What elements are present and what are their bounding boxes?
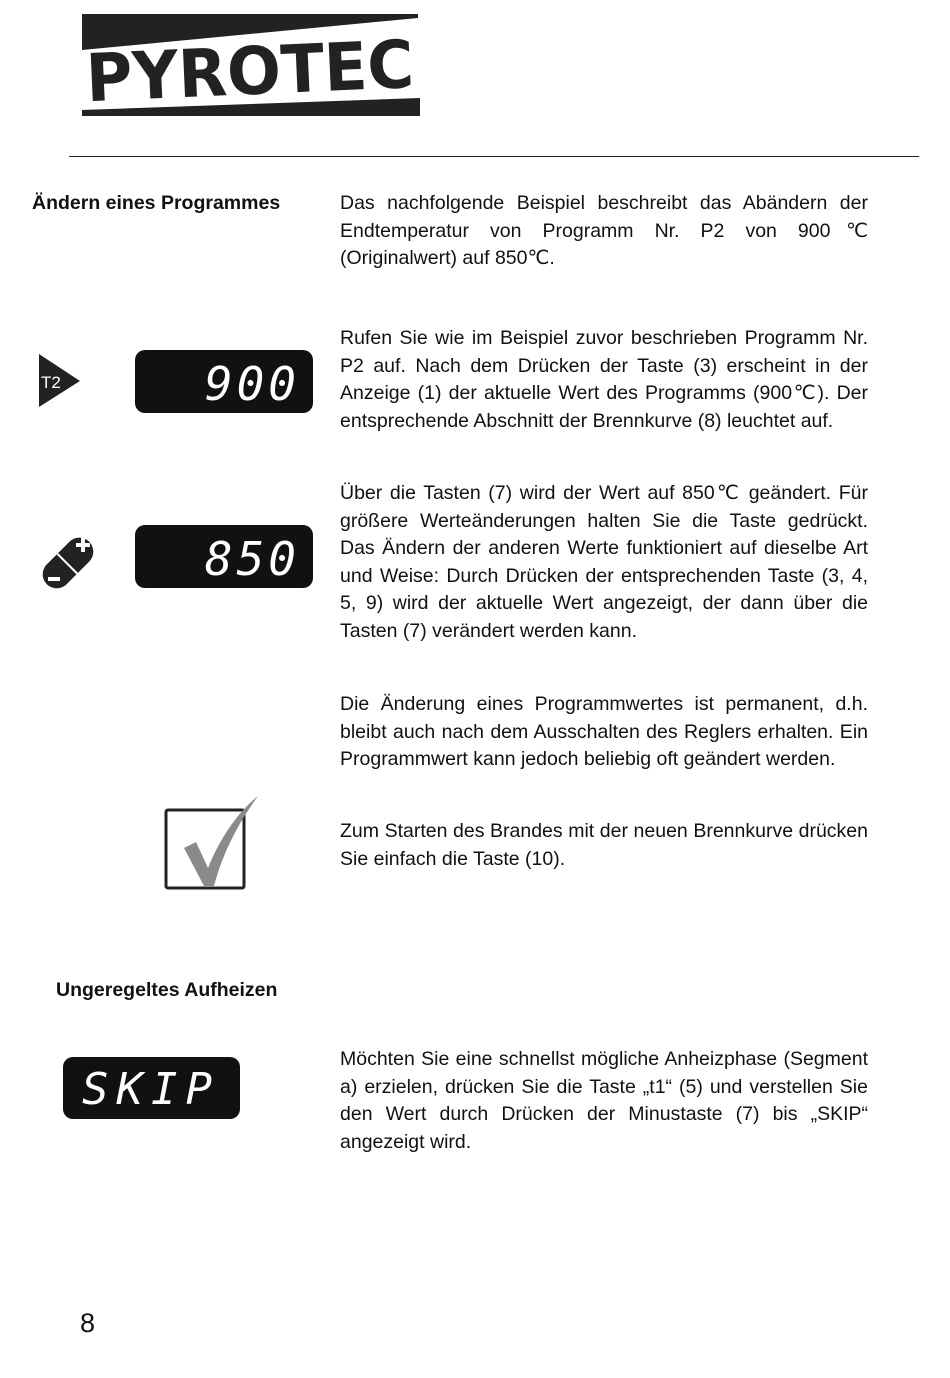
section-heading-change-program: Ändern eines Programmes [32, 192, 281, 214]
lcd-display-900 [135, 350, 313, 413]
t2-play-icon [38, 353, 82, 409]
logo-text: PYROTEC [84, 25, 420, 118]
checkmark-box-icon [162, 792, 262, 892]
display-value: SKIP [82, 1064, 220, 1115]
display-value: 900 [204, 357, 300, 411]
pyrotec-logo [82, 14, 420, 118]
paragraph-change-value: Über die Tasten (7) wird der Wert auf 850℃ geändert. Für größere Werteänderungen halten Sie die Taste gedrückt. Das Ändern der anderen Werte funktioniert auf dieselbe Art und Weise: Durch Drücken der entsprechenden Taste (3, 4, 5, 9) wird der aktuelle Wert angezeigt, der dann über die Tasten (7) verändert werden kann. [340, 482, 868, 642]
lcd-display-skip [63, 1057, 240, 1119]
header-divider [69, 156, 919, 157]
intro-paragraph: Das nachfolgende Beispiel beschreibt das Abändern der Endtemperatur von Programm Nr. P2 von 900℃ (Originalwert) auf 850℃. [340, 192, 868, 270]
display-value: 850 [204, 532, 300, 586]
paragraph-start-firing: Zum Starten des Brandes mit der neuen Brennkurve drücken Sie einfach die Taste (10). [340, 820, 868, 870]
paragraph-permanent: Die Änderung eines Programmwertes ist permanent, d.h. bleibt auch nach dem Ausschalten des Reglers erhalten. Ein Programmwert kann jedoch beliebig oft geändert werden. [340, 693, 868, 771]
page-number: 8 [80, 1308, 96, 1338]
plus-minus-pill-icon [36, 530, 100, 596]
lcd-display-850 [135, 525, 313, 588]
paragraph-skip: Möchten Sie eine schnellst mögliche Anheizphase (Segment a) erzielen, drücken Sie die Taste „t1“ (5) und verstellen Sie den Wert durch Drücken der Minustaste (7) bis „SKIP“ angezeigt wird. [340, 1048, 868, 1153]
paragraph-call-program: Rufen Sie wie im Beispiel zuvor beschrieben Programm Nr. P2 auf. Nach dem Drücken der Taste (3) erscheint in der Anzeige (1) der aktuelle Wert des Programms (900℃). Der entsprechende Abschnitt der Brennkurve (8) leuchtet auf. [340, 327, 868, 432]
section-heading-uncontrolled-heating: Ungeregeltes Aufheizen [56, 979, 278, 1001]
t2-icon-label: T2 [41, 373, 61, 392]
